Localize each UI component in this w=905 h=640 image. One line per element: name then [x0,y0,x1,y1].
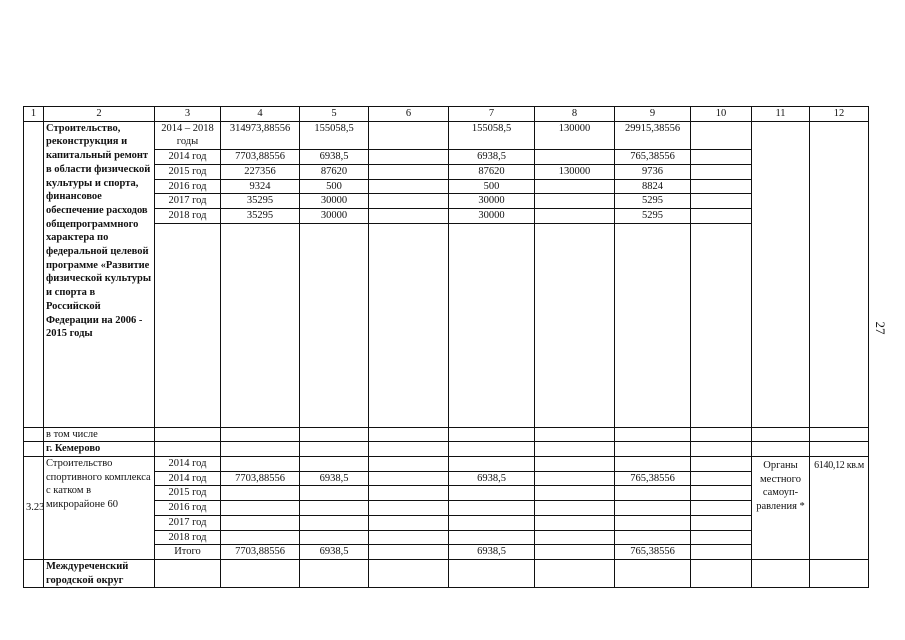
col-number: 9 [615,107,691,122]
amount-cell [691,486,752,501]
empty-cell [155,223,221,427]
amount-cell [221,457,300,472]
amount-cell: 8824 [615,179,691,194]
amount-cell: 155058,5 [300,121,369,149]
col-number: 4 [221,107,300,122]
amount-cell [535,545,615,560]
amount-cell [535,530,615,545]
amount-cell [300,530,369,545]
amount-cell [369,208,449,223]
empty-cell [810,442,869,457]
main-item-row-total [24,121,869,149]
amount-cell [691,457,752,472]
period-cell: 2018 год [155,208,221,223]
amount-cell: 9324 [221,179,300,194]
empty-cell [752,442,810,457]
col-number: 12 [810,107,869,122]
empty-cell [221,427,300,442]
empty-cell [535,559,615,587]
amount-cell [369,121,449,149]
amount-cell: 30000 [300,194,369,209]
amount-cell [369,194,449,209]
budget-table [23,106,869,588]
responsible-cell: Органы местного самоуп-равления * [752,457,810,560]
amount-cell: 5295 [615,194,691,209]
amount-cell [300,486,369,501]
empty-cell [300,223,369,427]
empty-cell [615,427,691,442]
amount-cell [369,179,449,194]
amount-cell: 6938,5 [449,150,535,165]
empty-cell [221,223,300,427]
amount-cell [369,545,449,560]
amount-cell [615,457,691,472]
amount-cell [369,501,449,516]
item-323-name: Строительство спортивного комплекса с катком в микрорайоне 60 [44,457,155,560]
period-cell: 2018 год [155,530,221,545]
period-cell: 2014 год [155,471,221,486]
amount-cell [615,530,691,545]
empty-cell [369,442,449,457]
empty-cell [535,427,615,442]
amount-cell: 6938,5 [449,545,535,560]
amount-cell [615,486,691,501]
amount-cell [300,515,369,530]
amount-cell [369,457,449,472]
col-number: 3 [155,107,221,122]
amount-cell [535,150,615,165]
capacity-cell: 6140,12 кв.м [810,457,869,560]
amount-cell [535,457,615,472]
amount-cell [691,179,752,194]
amount-cell: 500 [300,179,369,194]
empty-cell [449,559,535,587]
item-number-cell [24,121,44,427]
amount-cell [691,208,752,223]
empty-cell [155,442,221,457]
amount-cell: 7703,88556 [221,545,300,560]
main-item-name: Строительство, реконструкция и капитальный ремонт в области физической культуры и спорта, финансовое обеспечение расходов общепрограммного характера по федеральной целевой программе «Развитие физической культуры и спорта в Российской Федерации на 2006 - 2015 годы [44,121,155,427]
empty-cell [691,442,752,457]
including-label: в том числе [44,427,155,442]
amount-cell: 130000 [535,121,615,149]
amount-cell: 227356 [221,164,300,179]
empty-cell [369,427,449,442]
amount-cell [369,164,449,179]
amount-cell [691,545,752,560]
empty-cell [155,559,221,587]
amount-cell [691,530,752,545]
amount-cell: 6938,5 [300,545,369,560]
amount-cell [691,150,752,165]
empty-cell [810,427,869,442]
amount-cell [691,121,752,149]
amount-cell: 6938,5 [449,471,535,486]
amount-cell [691,194,752,209]
responsible-cell [752,121,810,427]
empty-cell [155,427,221,442]
empty-cell [221,442,300,457]
period-cell: 2017 год [155,194,221,209]
period-cell: Итого [155,545,221,560]
col-number: 6 [369,107,449,122]
item-number: 3.23 [24,457,44,560]
amount-cell [535,179,615,194]
empty-cell [691,427,752,442]
amount-cell: 7703,88556 [221,150,300,165]
empty-cell [24,442,44,457]
amount-cell: 30000 [300,208,369,223]
empty-cell [615,442,691,457]
item-323-row [24,457,869,472]
empty-cell [221,559,300,587]
amount-cell [369,471,449,486]
amount-cell [369,515,449,530]
amount-cell: 7703,88556 [221,471,300,486]
city-label: г. Кемерово [44,442,155,457]
col-number: 10 [691,107,752,122]
amount-cell [300,501,369,516]
amount-cell: 5295 [615,208,691,223]
amount-cell [449,486,535,501]
amount-cell: 130000 [535,164,615,179]
col-number: 11 [752,107,810,122]
city-row [24,442,869,457]
including-row [24,427,869,442]
empty-cell [810,559,869,587]
period-cell: 2017 год [155,515,221,530]
column-number-row [24,107,869,122]
capacity-cell [810,121,869,427]
amount-cell: 155058,5 [449,121,535,149]
amount-cell [221,515,300,530]
amount-cell: 30000 [449,208,535,223]
amount-cell [535,471,615,486]
amount-cell [535,486,615,501]
amount-cell: 500 [449,179,535,194]
col-number: 1 [24,107,44,122]
empty-cell [300,442,369,457]
amount-cell [369,150,449,165]
amount-cell: 30000 [449,194,535,209]
empty-cell [691,223,752,427]
amount-cell [449,515,535,530]
district-row [24,559,869,587]
amount-cell [615,515,691,530]
amount-cell [615,501,691,516]
amount-cell: 35295 [221,208,300,223]
amount-cell [221,486,300,501]
col-number: 2 [44,107,155,122]
amount-cell: 29915,38556 [615,121,691,149]
amount-cell [221,501,300,516]
amount-cell: 765,38556 [615,545,691,560]
amount-cell: 9736 [615,164,691,179]
amount-cell [300,457,369,472]
amount-cell: 765,38556 [615,150,691,165]
empty-cell [369,223,449,427]
col-number: 5 [300,107,369,122]
empty-cell [449,427,535,442]
amount-cell [691,164,752,179]
empty-cell [369,559,449,587]
col-number: 7 [449,107,535,122]
period-cell: 2014 год [155,150,221,165]
amount-cell [691,501,752,516]
amount-cell: 87620 [449,164,535,179]
amount-cell: 765,38556 [615,471,691,486]
empty-cell [300,427,369,442]
empty-cell [300,559,369,587]
empty-cell [535,223,615,427]
amount-cell: 35295 [221,194,300,209]
district-label: Междуреченский городской округ [44,559,155,587]
empty-cell [615,559,691,587]
period-cell: 2015 год [155,486,221,501]
empty-cell [24,427,44,442]
empty-cell [449,442,535,457]
amount-cell [221,530,300,545]
amount-cell: 87620 [300,164,369,179]
amount-cell [449,530,535,545]
empty-cell [449,223,535,427]
period-cell: 2014 год [155,457,221,472]
amount-cell [535,515,615,530]
period-cell: 2014 – 2018 годы [155,121,221,149]
empty-cell [24,559,44,587]
empty-cell [615,223,691,427]
period-cell: 2016 год [155,179,221,194]
amount-cell: 314973,88556 [221,121,300,149]
amount-cell [535,208,615,223]
amount-cell [369,486,449,501]
amount-cell [691,471,752,486]
period-cell: 2016 год [155,501,221,516]
page-number: 27 [873,321,888,335]
amount-cell [449,501,535,516]
empty-cell [752,427,810,442]
amount-cell [369,530,449,545]
amount-cell [535,501,615,516]
amount-cell [691,515,752,530]
amount-cell: 6938,5 [300,150,369,165]
empty-cell [535,442,615,457]
amount-cell [449,457,535,472]
period-cell: 2015 год [155,164,221,179]
empty-cell [691,559,752,587]
empty-cell [752,559,810,587]
col-number: 8 [535,107,615,122]
amount-cell: 6938,5 [300,471,369,486]
amount-cell [535,194,615,209]
